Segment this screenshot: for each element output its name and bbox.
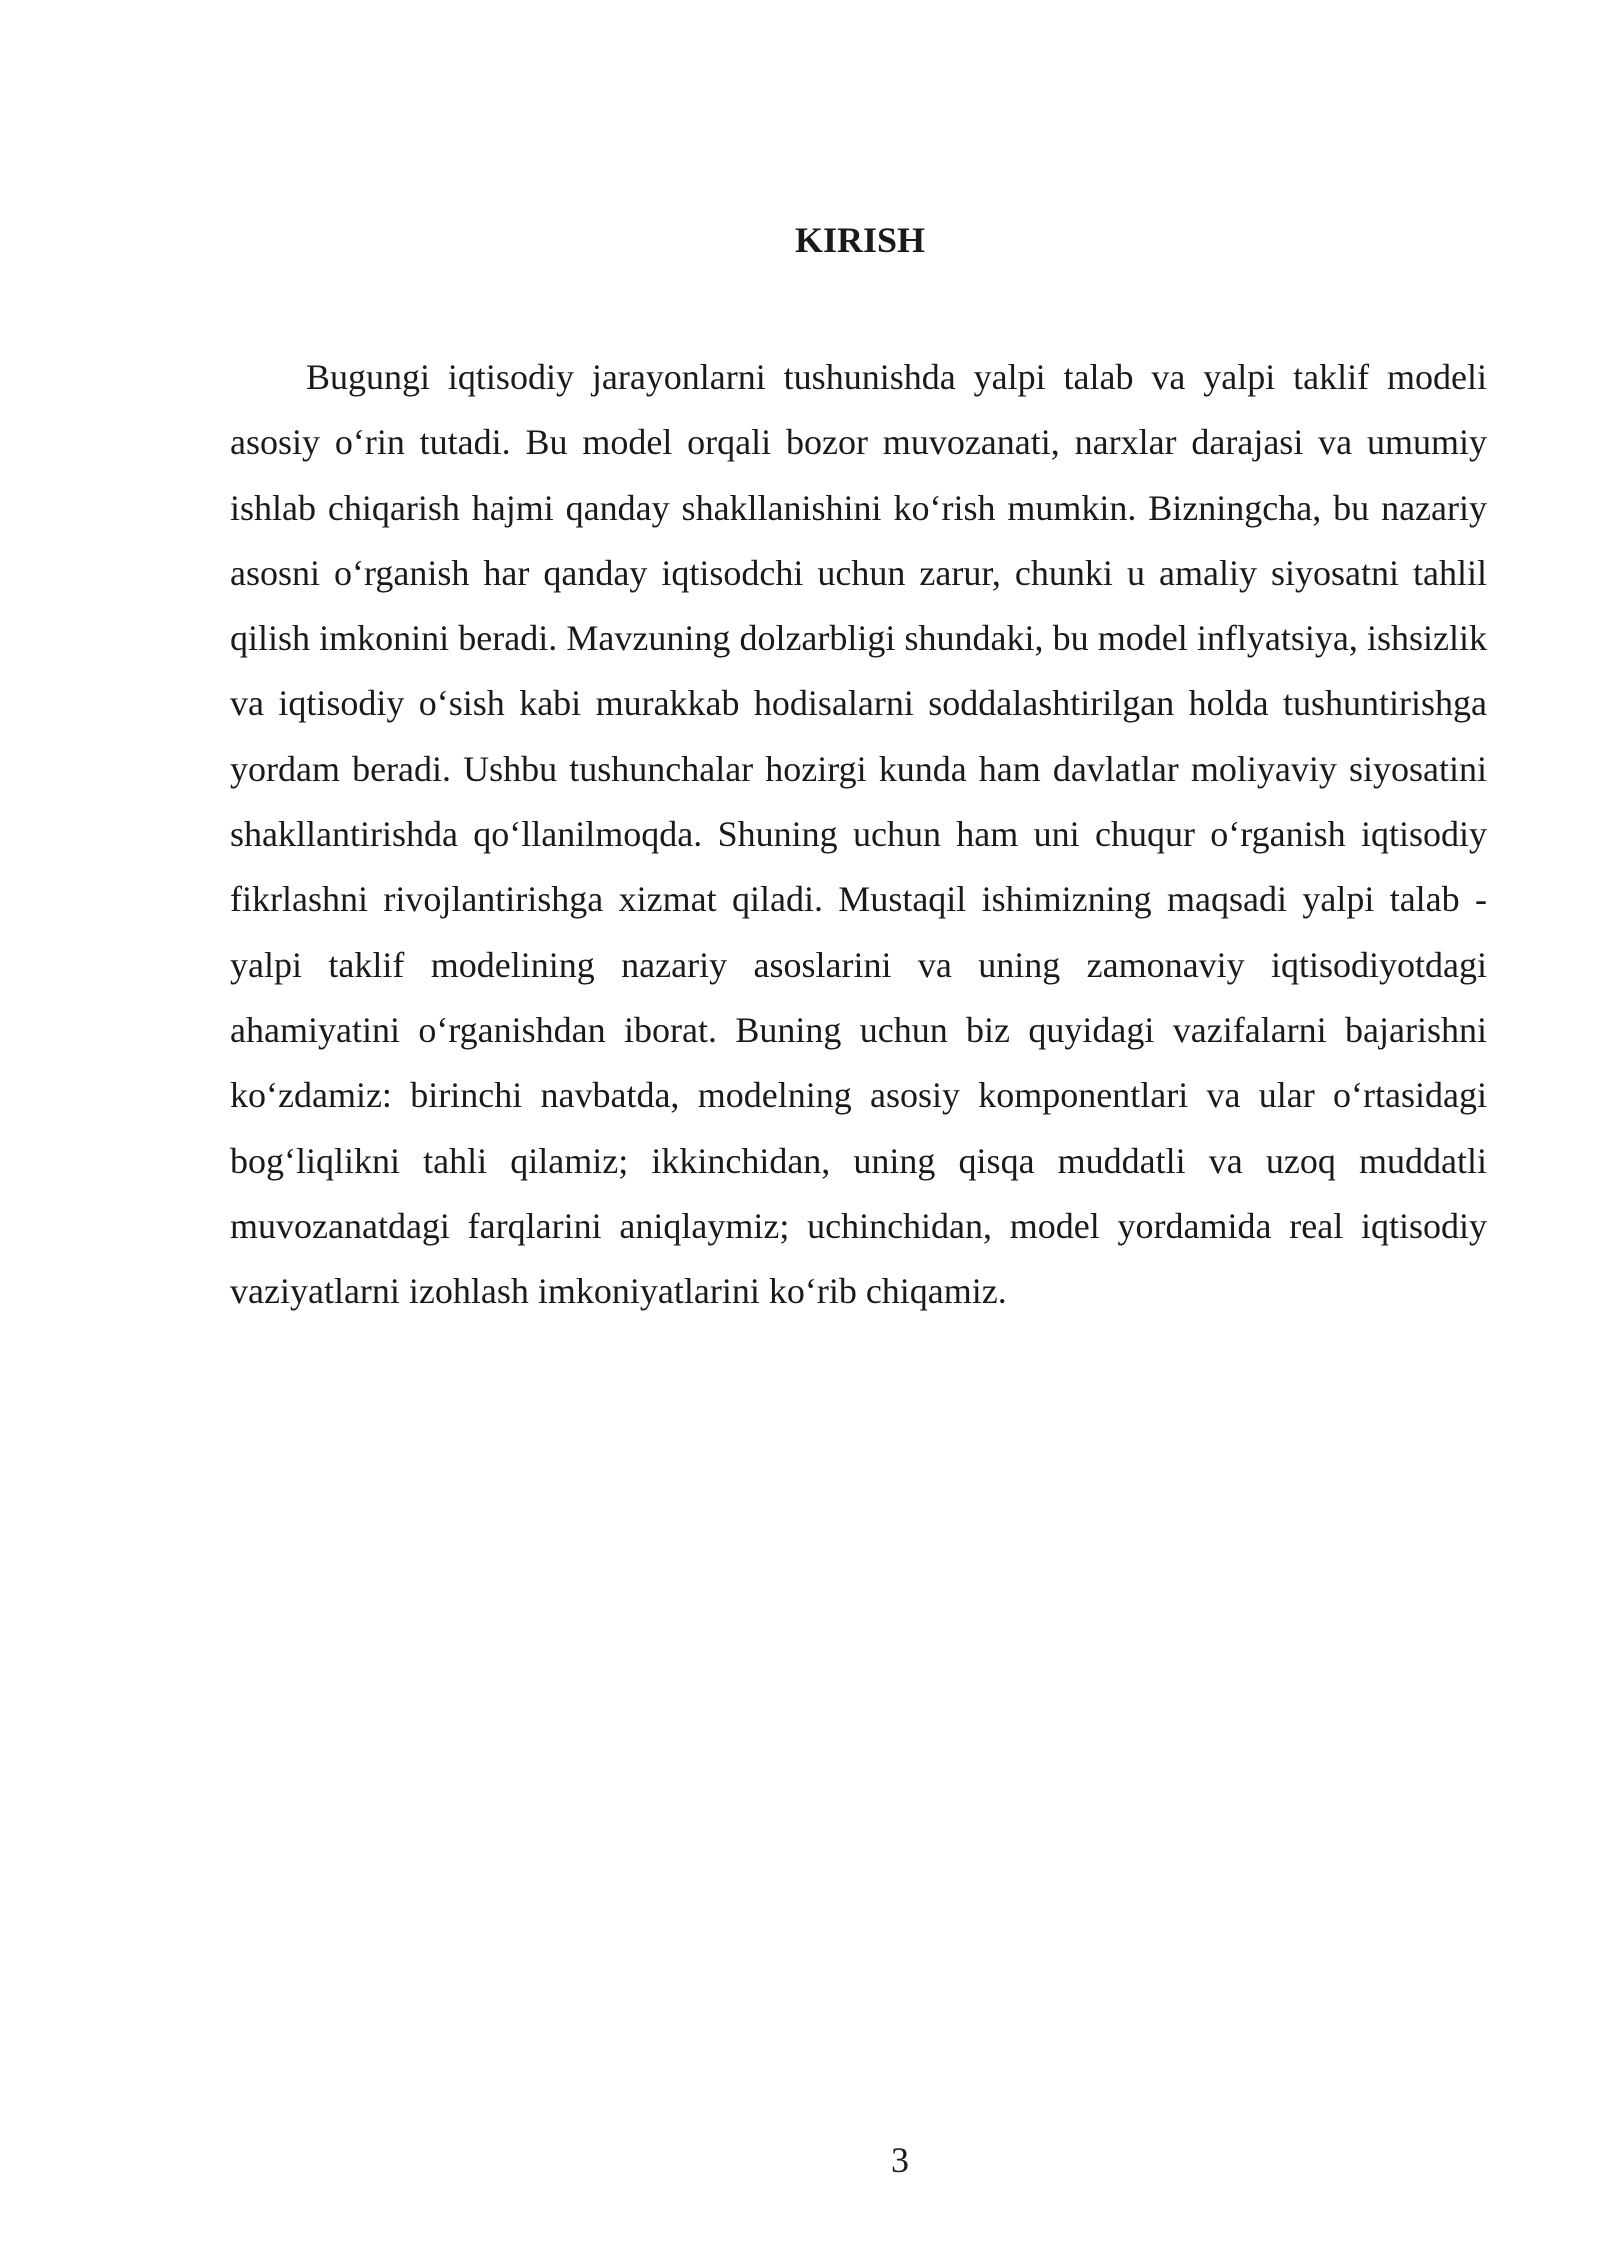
page-title: KIRISH bbox=[794, 220, 926, 260]
body-paragraph: Bugungi iqtisodiy jarayonlarni tushunishda yalpi talab va yalpi taklif modeli asosiy o‘rin tutadi. Bu model orqali bozor muvozanati, narxlar darajasi va umumiy ishlab chiqarish hajmi qanday shakllanishini ko‘rish mumkin. Bizningcha, bu nazariy asosni o‘rganish har qanday iqtisodchi uchun zarur, chunki u amaliy siyosatni tahlil qilish imkonini beradi. Mavzuning dolzarbligi shundaki, bu model inflyatsiya, ishsizlik va iqtisodiy o‘sish kabi murakkab hodisalarni soddalashtirilgan holda tushuntirishga yordam beradi. Ushbu tushunchalar hozirgi kunda ham davlatlar moliyaviy siyosatini shakllantirishda qo‘llanilmoqda. Shuning uchun ham uni chuqur o‘rganish iqtisodiy fikrlashni rivojlantirishga xizmat qiladi. Mustaqil ishimizning maqsadi yalpi talab - yalpi taklif modelining nazariy asoslarini va uning zamonaviy iqtisodiyotdagi ahamiyatini o‘rganishdan iborat. Buning uchun biz quyidagi vazifalarni bajarishni ko‘zdamiz: birinchi navbatda, modelning asosiy komponentlari va ular o‘rtasidagi bog‘liqlikni tahli qilamiz; ikkinchidan, uning qisqa muddatli va uzoq muddatli muvozanatdagi farqlarini aniqlaymiz; uchinchidan, model yordamida real iqtisodiy vaziyatlarni izohlash imkoniyatlarini ko‘rib chiqamiz. bbox=[230, 357, 1487, 1312]
page-number: 3 bbox=[891, 2140, 909, 2180]
